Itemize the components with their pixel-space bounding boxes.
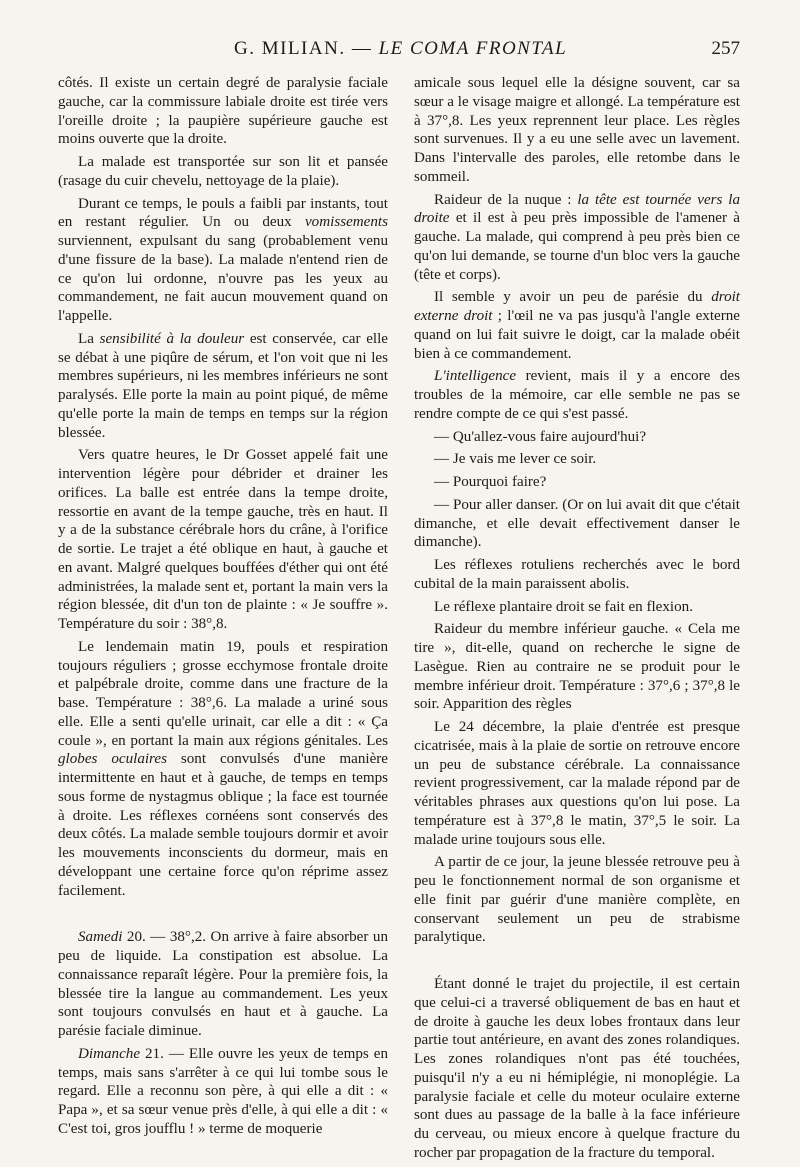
italic-text: globes oculaires (58, 751, 167, 768)
text-run: sont convulsés d'une manière intermittente en haut et à gauche, de temps en temps sous forme de nystagmus oblique ; la face est tournée à droite. Les réflexes cornéens sont conservés des deux côtés. La malade semble toujours dormir et avoir les mouvements inconscients du dormeur, mais en développant une certaine force qu'on réprime assez facilement. (58, 751, 389, 899)
running-head (0, 38, 800, 68)
paragraph (414, 620, 740, 714)
paragraph (58, 928, 388, 1041)
paragraph (414, 496, 740, 552)
paragraph (414, 191, 740, 285)
text-run: Vers quatre heures, le Dr Gosset appelé fait une intervention légère pour débrider et drainer les orifices. La balle est entrée dans la tempe droite, ressortie en avant de la tempe gauche, très en haut. Il y a de la substance cérébrale hors du crâne, à l'orifice de sortie. Le trajet a été oblique en haut, à gauche et en avant. Malgré quelques bouffées d'éther qui ont été administrées, la malade sent et, portant la main vers la région blessée, dit d'un ton de plainte : « Je souffre ». Température du soir : 38°,8. (58, 447, 388, 632)
text-run: Raideur du membre inférieur gauche. « Cela me tire », dit-elle, quand on recherche le signe de Lasègue. Rien au contraire ne se produit pour le membre inférieur droit. Température : 37°,6 ; 37°,8 le soir. Apparition des règles (414, 621, 740, 713)
running-title (234, 38, 654, 60)
paragraph (414, 556, 740, 594)
text-run: Étant donné le trajet du projectile, il est certain que celui-ci a traversé obliquement de bas en haut et de droite à gauche les deux lobes frontaux dans leur partie tout antérieure, en avant des zones rolandiques. Les zones rolandiques n'ont pas été touchées, puisqu'il n'y a eu ni hémiplégie, ni monoplégie. La paralysie faciale et celle du moteur oculaire externe sont dues au passage de la balle à la face inférieure du cerveau, ou mieux encore à quelque fracture du rocher par propagation de la fracture du temporal. (414, 976, 740, 1161)
paragraph (414, 288, 740, 363)
text-run: A partir de ce jour, la jeune blessée retrouve peu à peu le fonctionnement normal de son organisme et elle finit par guérir d'une manière complète, en conservant seulement un peu de strabisme paralytique. (414, 854, 740, 946)
paragraph (414, 975, 740, 1163)
running-title-article: LE COMA FRONTAL (378, 38, 568, 59)
paragraph (58, 74, 388, 149)
paragraph (414, 853, 740, 947)
left-column (58, 74, 388, 1143)
italic-text: Samedi (78, 929, 123, 946)
text-run: ; l'œil ne va pas jusqu'à l'angle externe quand on lui fait suivre le doigt, car la malade obéit bien à ce commandement. (414, 308, 740, 362)
paragraph (58, 330, 388, 443)
text-run: La (78, 330, 100, 347)
text-run: côtés. Il existe un certain degré de paralysie faciale gauche, car la commissure labiale droite est tirée vers l'oreille droite ; la paupière supérieure gauche est moins ouverte que la droite. (58, 75, 388, 148)
text-run: — Qu'allez-vous faire aujourd'hui? (434, 428, 647, 445)
paragraph (58, 638, 388, 901)
paragraph (414, 450, 740, 469)
text-run: est conservée, car elle se débat à une piqûre de sérum, et l'on voit que ni les membres supérieurs, ni les membres inférieurs ne sont paralysés. Elle porte la main au point piqué, de même qu'elle porte la main de temps en temps sur la région blessée. (58, 330, 388, 441)
text-run: — Je vais me lever ce soir. (434, 451, 597, 468)
text-run: Il semble y avoir un peu de parésie du (434, 289, 712, 306)
text-run: 21. — Elle ouvre les yeux de temps en temps, mais sans s'arrêter à ce qui lui tombe sous le regard. Elle a reconnu son père, à qui elle a dit : « Papa », et sa sœur venue près d'elle, à qui elle a dit : « C'est toi, gros joufflu ! » terme de moquerie (58, 1045, 388, 1137)
text-run: Le 24 décembre, la plaie d'entrée est presque cicatrisée, mais à la plaie de sortie on retrouve encore un peu de substance cérébrale. La connaissance revient progressivement, car la malade répond par de véritables phrases aux questions qu'on lui pose. La température est à 37°,8 le matin, 37°,5 le soir. La malade urine toujours sous elle. (414, 719, 740, 848)
text-run: Le réflexe plantaire droit se fait en flexion. (434, 598, 693, 615)
italic-text: droit externe droit (414, 289, 740, 324)
paragraph (58, 446, 388, 634)
paragraph (58, 195, 388, 326)
text-run: — Pour aller danser. (Or on lui avait dit que c'était dimanche, et elle devait effectivement danser le dimanche). (414, 496, 740, 551)
italic-text: la tête est tournée vers la droite (414, 191, 740, 227)
italic-text: Dimanche (78, 1045, 141, 1062)
paragraph (414, 718, 740, 849)
text-run: Le lendemain matin 19, pouls et respiration toujours réguliers ; grosse ecchymose frontale droite et palpébrale droite, comme dans une fracture de la base. Température : 38°,6. La malade a uriné sous elle. Elle a senti qu'elle urinait, car elle a dit : « Ça coule », en portant la main aux régions génitales. Les (58, 638, 388, 749)
paragraph (58, 1045, 388, 1139)
text-run: Durant ce temps, le pouls a faibli par instants, tout en restant régulier. Un ou deux (58, 195, 388, 231)
paragraph (414, 473, 740, 492)
text-run: surviennent, expulsant du sang (probablement venu d'une fissure de la base). La malade n'entend rien de ce qu'on lui ordonne, n'ouvre pas les yeux au commandement, ne fait aucun mouvement quand on l'appelle. (58, 233, 388, 324)
text-run: revient, mais il y a encore des troubles de la mémoire, car elle semble ne pas se rendre compte de ce qui s'est passé. (414, 368, 740, 422)
text-run: Raideur de la nuque : (434, 191, 578, 208)
text-run: et il est à peu près impossible de l'amener à gauche. La malade, qui comprend à peu près bien ce qu'on lui demande, se tourne d'un bloc vers la gauche (tête et corps). (414, 210, 740, 283)
paragraph (414, 428, 740, 447)
text-run: 20. — 38°,2. On arrive à faire absorber un peu de liquide. La constipation est absolue. La connaissance reparaît légère. Pour la première fois, la blessée tire la langue au commandement. Les yeux sont toujours convulsés en haut et à gauche. La parésie faciale diminue. (58, 929, 388, 1039)
running-title-author: G. MILIAN. — (234, 38, 379, 59)
paragraph (414, 367, 740, 423)
right-column (414, 74, 740, 1167)
text-run: Les réflexes rotuliens recherchés avec le bord cubital de la main paraissent abolis. (414, 557, 740, 592)
italic-text: L'intelligence (434, 368, 517, 385)
italic-text: sensibilité à la douleur (99, 330, 245, 347)
text-run: amicale sous lequel elle la désigne souvent, car sa sœur a le visage maigre et allongé. La température est à 37°,8. Les yeux reprennent leur place. Les règles sont survenues. Il y a eu une selle avec un lavement. Dans l'intervalle des paroles, elle retombe dans le sommeil. (414, 75, 740, 185)
page-number: 257 (711, 38, 740, 59)
paragraph (414, 598, 740, 617)
text-run: La malade est transportée sur son lit et pansée (rasage du cuir chevelu, nettoyage de la plaie). (58, 154, 388, 189)
paragraph (414, 74, 740, 187)
paragraph (58, 153, 388, 191)
italic-text: vomissements (304, 214, 388, 231)
text-run: — Pourquoi faire? (434, 474, 547, 490)
